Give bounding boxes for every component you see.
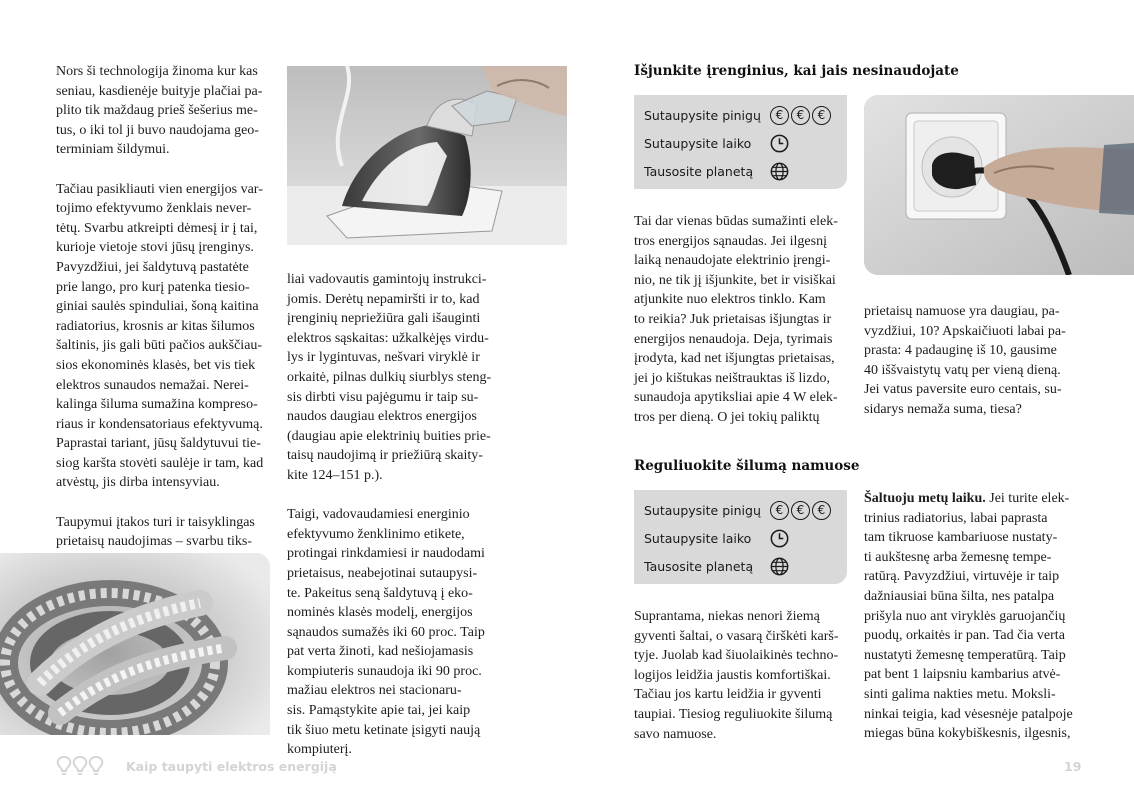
time-rating xyxy=(770,529,789,548)
iron-photo xyxy=(287,66,567,245)
benefit-label-money: Sutaupysite pinigų xyxy=(644,107,761,123)
clock-icon xyxy=(770,529,789,548)
benefit-label-planet: Tausosite planetą xyxy=(644,163,754,179)
euro-icon: € xyxy=(791,501,810,520)
euro-icon: € xyxy=(770,501,789,520)
benefits-box-2 xyxy=(634,490,847,584)
euro-icon: € xyxy=(812,106,831,125)
globe-icon xyxy=(770,557,789,576)
money-rating xyxy=(770,106,831,125)
benefit-label-time: Sutaupysite laiko xyxy=(644,135,752,151)
euro-icon: € xyxy=(770,106,789,125)
right-section1-column-2-text: prietaisų namuose yra daugiau, pa- vyzdžiui, 10? Apskaičiuoti labai pa- prasta: 4 padauginę iš 10, gausime 40 iššvaistytų vatų per vieną dieną. Jei vatus paversite euro centais, su- sidarys nemaža suma, tiesa? xyxy=(864,304,1066,417)
page-number: 19 xyxy=(1064,759,1082,774)
benefit-label-money: Sutaupysite pinigų xyxy=(644,502,761,518)
lead-in-cold-season: Šaltuoju metų laiku. xyxy=(864,491,986,506)
footer-title: Kaip taupyti elektros energiją xyxy=(126,759,337,774)
benefit-row-time xyxy=(644,524,847,552)
right-section2-column-2-text xyxy=(864,489,1077,744)
benefit-label-planet: Tausosite planetą xyxy=(644,558,754,574)
heating-element-photo xyxy=(0,553,270,735)
benefit-row-planet xyxy=(644,552,847,580)
planet-rating xyxy=(770,162,789,181)
planet-rating xyxy=(770,557,789,576)
section-heading-regulate-heat: Reguliuokite šilumą namuose xyxy=(634,458,860,474)
right-section2-column-1-text: Suprantama, niekas nenori žiemą gyventi šaltai, o vasarą čirškėti karš- tyje. Juolab kad šiuolaikinės techno- logijos leidžia jaustis komfortiškai. Tačiau jos kartu leidžia ir gyventi taupiai. Tiesiog reguliuokite šilumą savo namuose. xyxy=(634,609,839,742)
euro-icon: € xyxy=(791,106,810,125)
benefit-row-time xyxy=(644,129,847,157)
globe-icon xyxy=(770,162,789,181)
left-column-2-text: liai vadovautis gamintojų instrukci- jomis. Derėtų nepamiršti ir to, kad įrenginių nepriežiūra gali išauginti elektros sąskaitas: užkalkėjęs virdu- lys ir lygintuvas, nešvari viryklė ir orkaitė, pilnas dulkių siurblys steng- sis dirbti visu pajėgumu ir taip su- naudos daugiau elektros energijos (daugiau apie elektrinių buities prie- taisų naudojimą ir priežiūrą skaity- kite 124–151 p.). Taigi, vadovaudamiesi energinio efektyvumo ženklinimo etikete, protingai rinkdamiesi ir naudodami prietaisus, neabejotinai sutaupysi- te. Pakeitus seną šaldytuvą į eko- nominės klasės modelį, energijos sąnaudos sumažės iki 60 proc. Taip pat verta žinoti, kad nešiojamasis kompiuteris sunaudoja iki 90 proc. mažiau elektros nei stacionaru- sis. Pamąstykite apie tai, jei kaip tik šiuo metu ketinate įsigyti naują kompiuterį. xyxy=(287,272,492,758)
lightbulb-icon xyxy=(56,754,106,778)
benefit-row-money xyxy=(644,101,847,129)
socket-plug-photo xyxy=(864,95,1134,275)
left-column-1-text: Nors ši technologija žinoma kur kas seniau, kasdienėje buityje plačiai pa- plito tik maždaug prieš šešerius me- tus, o iki tol ji buvo naudojama geo- terminiam šildymui. Tačiau pasikliauti vien energijos var- tojimo efektyvumo ženklais never- tėtų. Svarbu atkreipti dėmesį ir į tai, kurioje vietoje stovi jūsų įrenginys. Pavyzdžiui, jei šaldytuvą pastatėte prie lango, pro kurį patenka tiesio- giniai saulės spinduliai, šoną kaitina radiatorius, krosnis ar kitas šilumos šaltinis, jis gali būti pačios aukščiau- sios ekonominės klasės, bet vis tiek elektros sunaudos nemažai. Nerei- kalinga šiluma sumažina kompreso- riaus ir kondensatoriaus efektyvumą. Paprastai tariant, jūsų šaldytuvui tie- siog karšta stovėti saulėje ir tam, kad atvėstų, jis dirba intensyviau. Taupymui įtakos turi ir taisyklingas prietaisų naudojimas – svarbu tiks- xyxy=(56,64,264,550)
benefit-label-time: Sutaupysite laiko xyxy=(644,530,752,546)
right-section1-column-1-text: Tai dar vienas būdas sumažinti elek- tros energijos sąnaudas. Jei ilgesnį laiką nenaudojate elektrinio įrengi- nio, ne tik jį išjunkite, bet ir visiškai atjunkite nuo elektros tinklo. Kam to reikia? Juk prietaisas išjungtas ir energijos nenaudoja. Deja, tyrimais įrodyta, kad net išjungtas prietaisas, jei jo kištukas neištrauktas iš lizdo, sunaudoja apytiksliai apie 4 W elek- tros per dieną. O jei tokių paliktų xyxy=(634,214,838,425)
euro-icon: € xyxy=(812,501,831,520)
benefit-row-money xyxy=(644,496,847,524)
money-rating xyxy=(770,501,831,520)
benefit-row-planet xyxy=(644,157,847,185)
time-rating xyxy=(770,134,789,153)
cold-season-text: Jei turite elek- trinius radiatorius, labai paprasta tam tikruose kambariuose nustaty- ti aukštesnę arba žemesnę tempe- ratūrą. Pavyzdžiui, virtuvėje ir taip dažniausiai būna šilta, nes patalpa prišyla nuo ant viryklės garuojančių puodų, orkaitės ir pan. Tad čia verta nustatyti žemesnę temperatūrą. Taip pat bent 1 laipsniu kambarius atvė- sinti galima nakties metu. Moksli- ninkai teigia, kad vėsesnėje patalpoje miegas būna kokybiškesnis, ilgesnis, xyxy=(864,491,1073,742)
benefits-box-1 xyxy=(634,95,847,189)
clock-icon xyxy=(770,134,789,153)
section-heading-switch-off: Išjunkite įrenginius, kai jais nesinaudojate xyxy=(634,63,959,79)
